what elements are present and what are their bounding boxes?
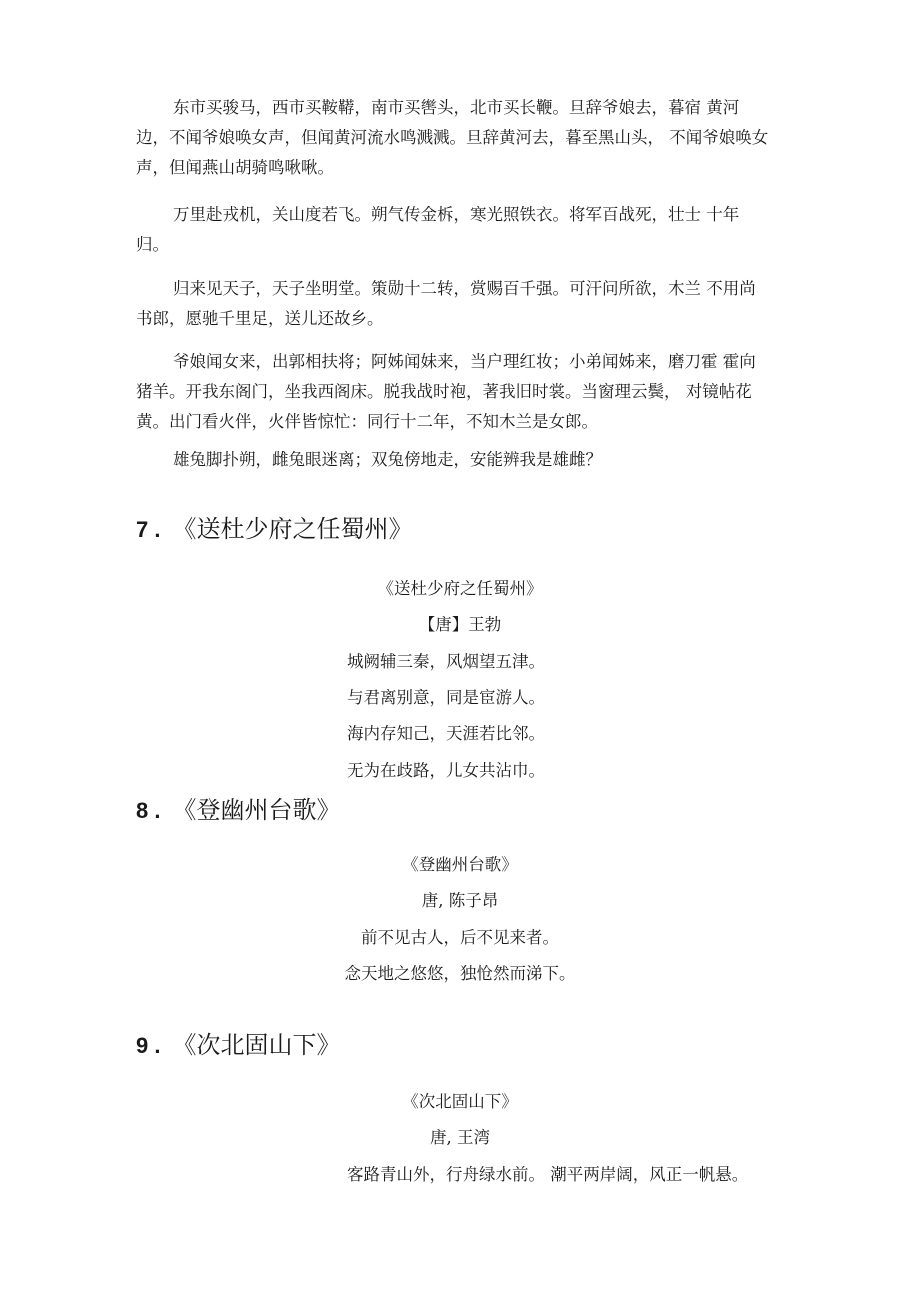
poem-line: 无为在歧路，儿女共沾巾。 bbox=[347, 761, 545, 780]
text-line: 归来见天子，天子坐明堂。策勋十二转，赏赐百千强。可汗问所欲，木兰 不用尚 bbox=[173, 279, 756, 298]
poem-line: 城阙辅三秦，风烟望五津。 bbox=[347, 652, 545, 671]
section-number: 7 . bbox=[136, 517, 161, 542]
poem-line: 海内存知己，天涯若比邻。 bbox=[347, 724, 545, 743]
section-number: 9 . bbox=[136, 1033, 161, 1058]
text-line: 东市买骏马，西市买鞍鞯，南市买辔头，北市买长鞭。旦辞爷娘去，暮宿 黄河 bbox=[173, 98, 740, 117]
text-line: 归。 bbox=[136, 235, 169, 254]
mulan-paragraph-1 bbox=[136, 93, 796, 183]
section-8-heading bbox=[136, 795, 340, 826]
section-title: 《次北固山下》 bbox=[172, 1031, 341, 1059]
text-line: 书郎，愿驰千里足，送儿还故乡。 bbox=[136, 309, 384, 328]
poem-line: 前不见古人，后不见来者。 bbox=[361, 928, 559, 947]
mulan-paragraph-4 bbox=[136, 347, 796, 437]
text-line: 边，不闻爷娘唤女声，但闻黄河流水鸣溅溅。旦辞黄河去，暮至黑山头， 不闻爷娘唤女 bbox=[136, 128, 769, 147]
text-line: 猪羊。开我东阁门，坐我西阁床。脱我战时袍，著我旧时裳。当窗理云鬓， 对镜帖花 bbox=[136, 382, 752, 401]
text-line: 声，但闻燕山胡骑鸣啾啾。 bbox=[136, 158, 334, 177]
poem-line: 客路青山外，行舟绿水前。 潮平两岸阔，风正一帆悬。 bbox=[347, 1165, 749, 1184]
section-number: 8 . bbox=[136, 798, 161, 823]
section-title: 《送杜少府之任蜀州》 bbox=[172, 515, 413, 543]
mulan-paragraph-3 bbox=[136, 274, 796, 334]
poem-author: 唐, 王湾 bbox=[430, 1128, 490, 1147]
text-line: 雄兔脚扑朔，雌兔眼迷离；双兔傍地走，安能辨我是雄雌？ bbox=[173, 450, 602, 469]
section-title: 《登幽州台歌》 bbox=[172, 796, 341, 824]
poem-title: 《次北固山下》 bbox=[402, 1092, 518, 1111]
poem-author: 【唐】王勃 bbox=[418, 615, 502, 634]
poem-author: 唐, 陈子昂 bbox=[421, 891, 499, 910]
text-line: 爷娘闻女来，出郭相扶将；阿姊闻妹来，当户理红妆；小弟闻姊来，磨刀霍 霍向 bbox=[173, 352, 756, 371]
section-7-heading bbox=[136, 514, 412, 545]
mulan-paragraph-5 bbox=[136, 445, 796, 475]
poem-title: 《送杜少府之任蜀州》 bbox=[377, 579, 543, 598]
text-line: 黄。出门看火伴，火伴皆惊忙：同行十二年，不知木兰是女郎。 bbox=[136, 412, 598, 431]
poem-title: 《登幽州台歌》 bbox=[402, 855, 518, 874]
poem-line: 与君离别意，同是宦游人。 bbox=[347, 688, 545, 707]
mulan-paragraph-2 bbox=[136, 200, 796, 260]
text-line: 万里赴戎机，关山度若飞。朔气传金柝，寒光照铁衣。将军百战死，壮士 十年 bbox=[173, 205, 740, 224]
poem-line: 念天地之悠悠，独怆然而涕下。 bbox=[344, 964, 576, 983]
section-9-heading bbox=[136, 1030, 340, 1061]
